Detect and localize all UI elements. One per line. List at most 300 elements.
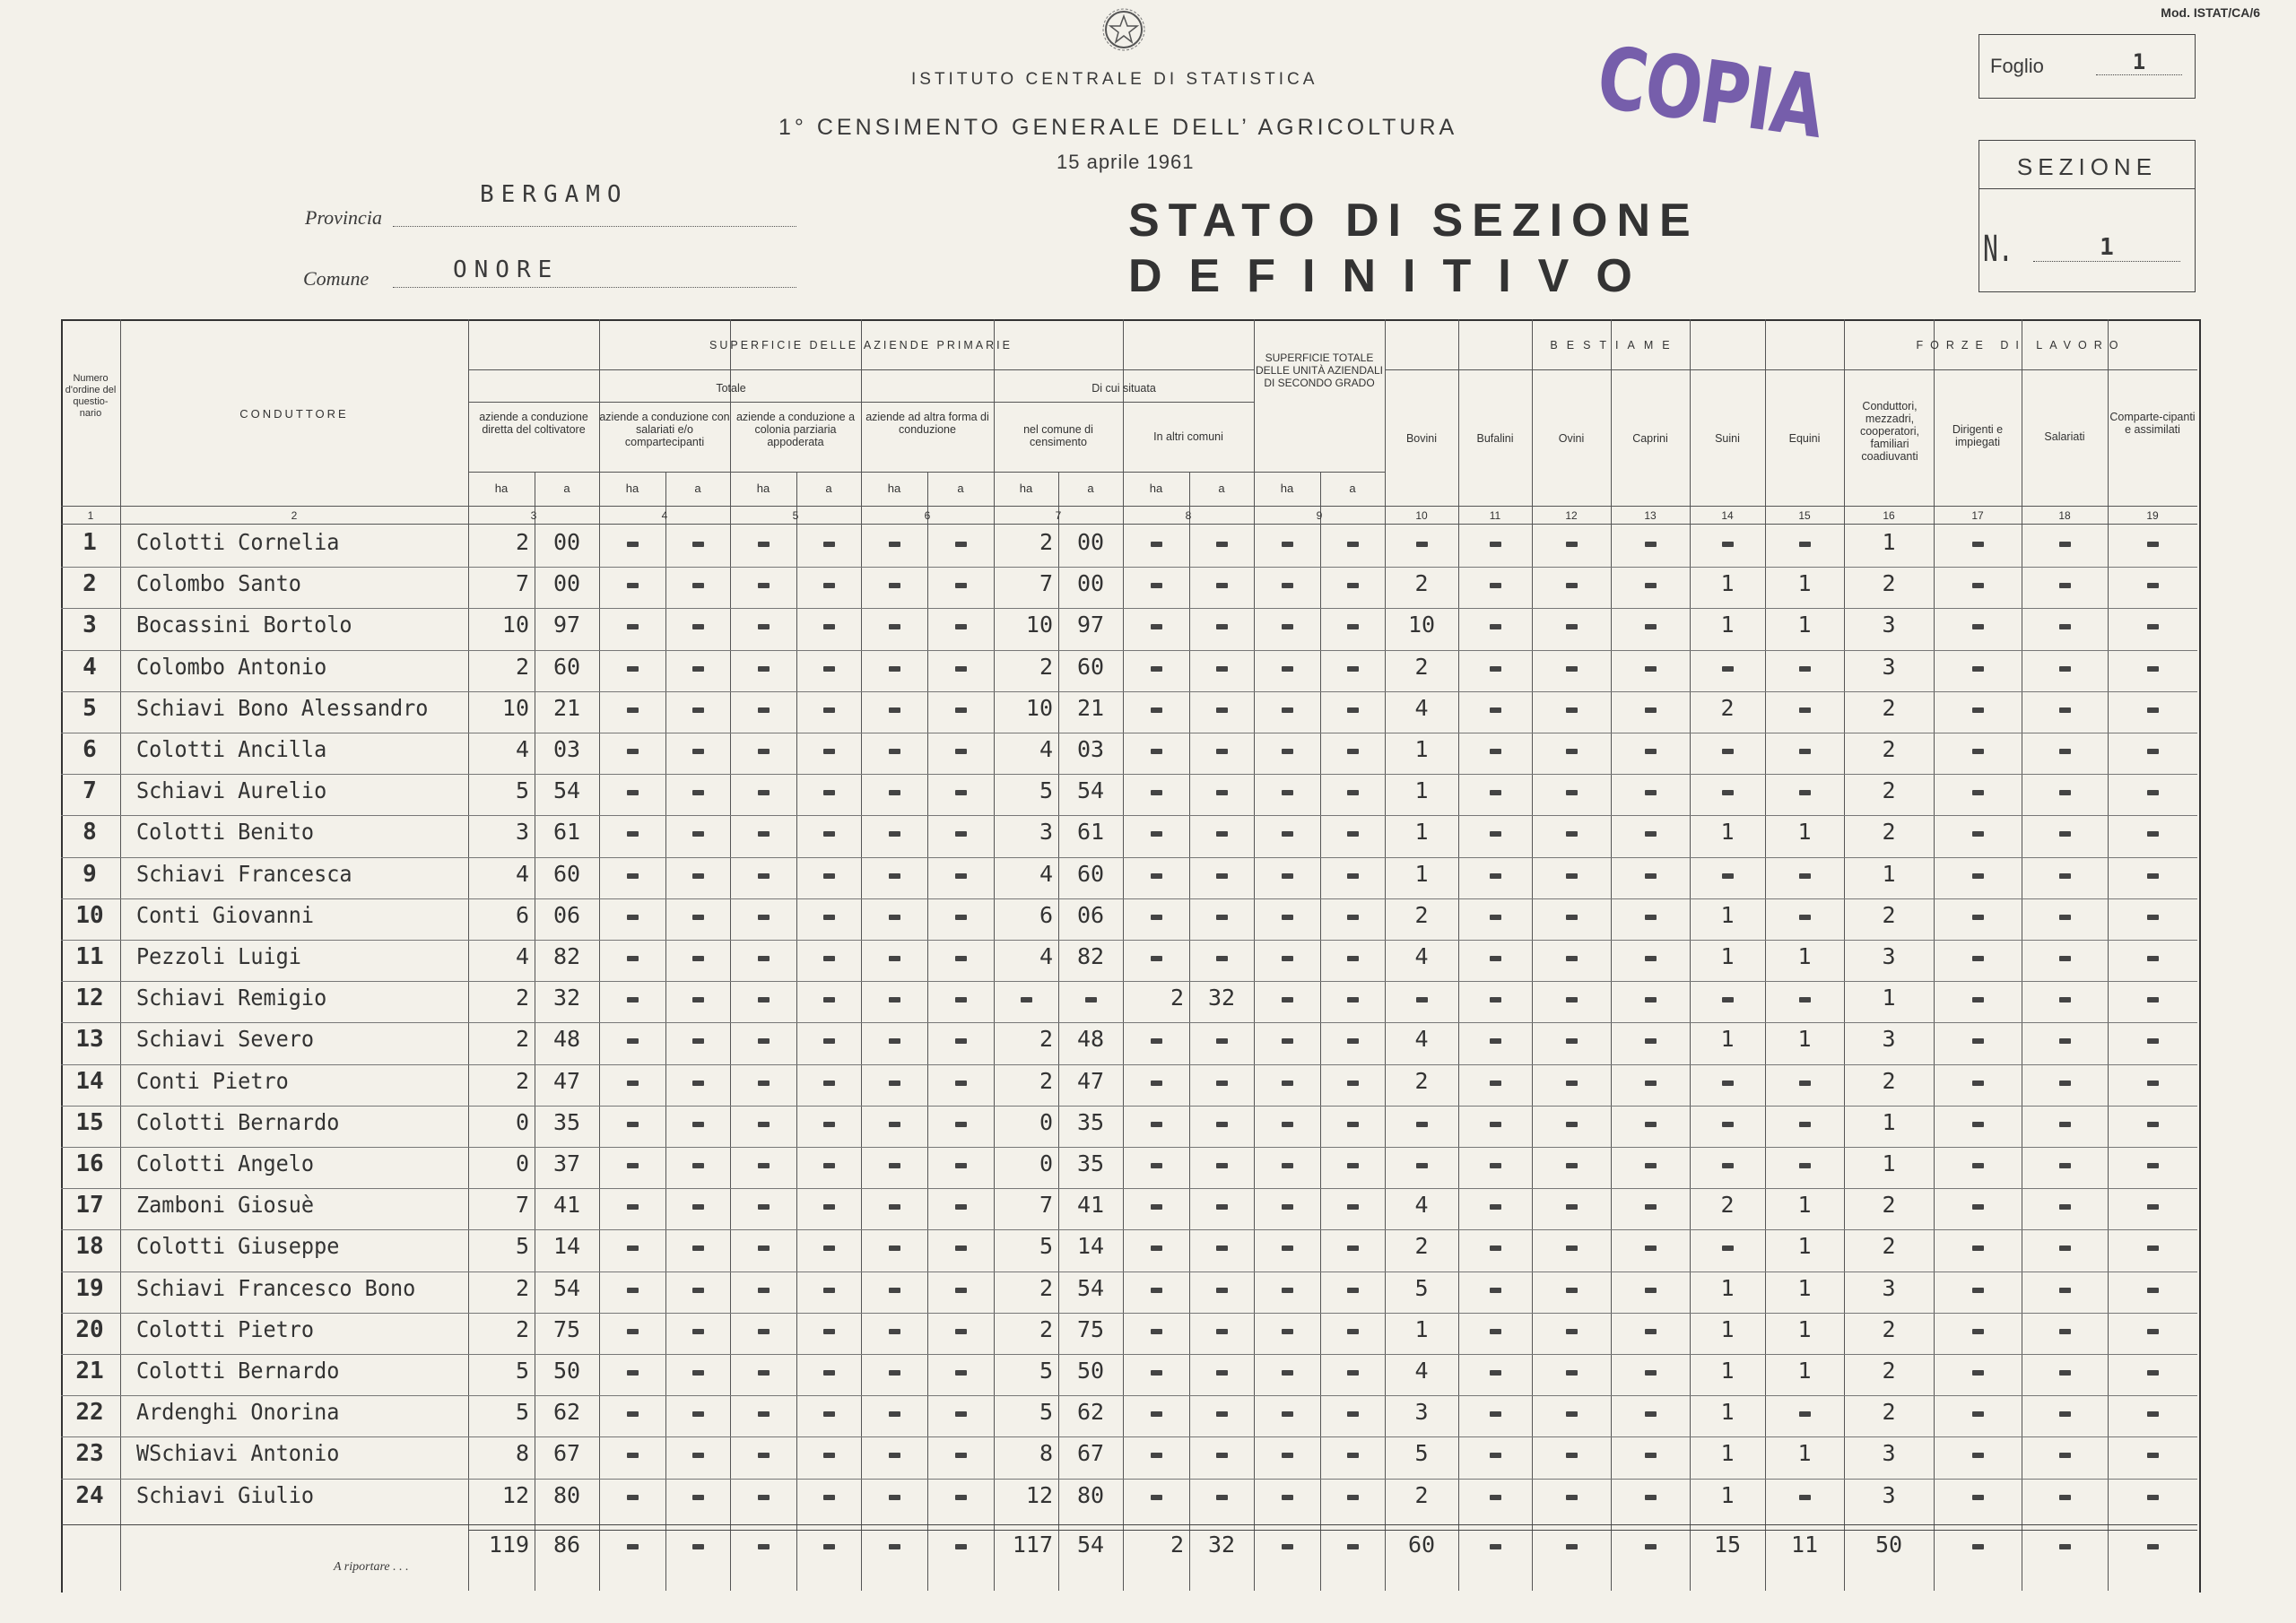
dash-mark [2059,1329,2071,1334]
header-forze-lavoro: FORZE DI LAVORO [1916,339,2126,352]
col3-ha: 10 [501,694,529,721]
dash-mark [1972,1453,1984,1458]
dash-mark [1282,1495,1293,1500]
dash-mark [823,1495,835,1500]
form-model-label: Mod. ISTAT/CA/6 [2161,5,2260,20]
row-number: 9 [83,860,97,888]
row-line [61,857,2197,858]
dash-mark [1151,624,1162,629]
header-bufalini: Bufalini [1476,432,1514,445]
dash-mark [889,1163,900,1168]
bovini-value: 1 [1414,860,1429,887]
dash-mark [1566,1495,1578,1500]
bovini-value: 4 [1414,1192,1429,1219]
dash-mark [692,1544,704,1549]
dash-mark [1566,1329,1578,1334]
col7-a: 06 [1076,901,1105,928]
dash-mark [889,1329,900,1334]
foglio-box [1979,34,2196,99]
conduttore-name: Colotti Cornelia [136,529,340,555]
dash-mark [627,1370,639,1376]
dash-mark [758,1038,770,1044]
dash-mark [1347,1370,1359,1376]
dash-mark [627,1204,639,1210]
dash-mark [627,666,639,672]
dash-mark [1347,956,1359,961]
dash-mark [1972,915,1984,920]
col3-ha: 2 [515,529,529,555]
dash-mark [955,624,967,629]
dash-mark [955,997,967,1002]
row-line [61,1147,2197,1148]
dash-mark [1216,1453,1228,1458]
totals-line [61,1524,2197,1525]
dash-mark [1216,1495,1228,1500]
subcolumn-line [1320,472,1321,1591]
dash-mark [692,1411,704,1417]
dash-mark [1216,624,1228,629]
total-col8-a: 32 [1207,1532,1236,1558]
col3-ha: 2 [515,985,529,1011]
dash-mark [1282,1038,1293,1044]
header-conduttore: CONDUTTORE [239,407,349,421]
dash-mark [1347,666,1359,672]
col7-ha: 2 [1039,1026,1053,1053]
dash-mark [1151,1245,1162,1251]
dash-mark [627,1453,639,1458]
dash-mark [2059,583,2071,588]
col3-ha: 2 [515,1067,529,1094]
row-line [61,774,2197,775]
dash-mark [1490,1329,1501,1334]
dash-mark [1645,666,1657,672]
dash-mark [955,1081,967,1086]
equini-value: 1 [1797,943,1812,969]
dash-mark [1566,707,1578,713]
row-number: 24 [75,1481,104,1509]
dash-mark [889,831,900,837]
col7-a: 35 [1076,1108,1105,1135]
dash-mark [1151,873,1162,879]
col3-a: 60 [552,653,581,680]
dash-mark [1216,1245,1228,1251]
row-number: 16 [75,1150,104,1177]
col8-a: 32 [1207,985,1236,1011]
dash-mark [1216,542,1228,547]
dash-mark [955,915,967,920]
dash-mark [1490,1245,1501,1251]
dash-mark [692,1245,704,1251]
dash-mark [1799,997,1811,1002]
column-number: 14 [1721,509,1734,522]
dash-mark [758,707,770,713]
equini-value: 1 [1797,1440,1812,1467]
conduttori-value: 3 [1882,1274,1896,1301]
dash-mark [627,583,639,588]
row-line [61,608,2197,609]
col8-ha: 2 [1170,985,1184,1011]
dash-mark [1216,1122,1228,1127]
dash-mark [627,997,639,1002]
dash-mark [1799,542,1811,547]
col7-ha: 0 [1039,1108,1053,1135]
dash-mark [1722,1163,1734,1168]
dash-mark [2059,707,2071,713]
suini-value: 1 [1720,1399,1735,1426]
col7-ha: 5 [1039,777,1053,804]
dash-mark [1490,542,1501,547]
dash-mark [2147,1122,2159,1127]
conduttori-value: 2 [1882,901,1896,928]
col3-ha: 5 [515,1358,529,1384]
row-line [61,1436,2197,1437]
dash-mark [2147,1163,2159,1168]
dash-mark [955,1329,967,1334]
col7-a: 67 [1076,1440,1105,1467]
dash-mark [627,790,639,795]
col3-ha: 0 [515,1108,529,1135]
row-line [61,650,2197,651]
dash-mark [1566,1204,1578,1210]
dash-mark [627,749,639,754]
conduttore-name: Schiavi Severo [136,1026,315,1053]
column-number: 19 [2146,509,2159,522]
dash-mark [823,1544,835,1549]
col3-a: 41 [552,1192,581,1219]
row-number: 3 [83,612,97,639]
conduttori-value: 2 [1882,777,1896,804]
sezione-box [1979,140,2196,292]
col7-a: 21 [1076,694,1105,721]
dash-mark [2147,790,2159,795]
dash-mark [692,1329,704,1334]
col3-a: 48 [552,1026,581,1053]
dash-mark [2059,1411,2071,1417]
col3-a: 00 [552,570,581,597]
conduttore-name: Schiavi Francesca [136,860,352,887]
dash-mark [1490,749,1501,754]
dash-mark [1645,542,1657,547]
row-number: 14 [75,1067,104,1095]
total-bovini: 60 [1407,1532,1436,1558]
dash-mark [1722,1122,1734,1127]
dash-mark [823,956,835,961]
col7-a: 50 [1076,1358,1105,1384]
header-line [61,506,2197,507]
conduttore-name: Colotti Benito [136,819,315,846]
dash-mark [692,790,704,795]
col3-a: 32 [552,985,581,1011]
dash-mark [889,666,900,672]
total-conduttori: 50 [1874,1532,1903,1558]
dash-mark [1216,1411,1228,1417]
dash-mark [1216,1370,1228,1376]
dash-mark [627,1544,639,1549]
col7-ha: 7 [1039,570,1053,597]
dash-mark [1490,873,1501,879]
sezione-number-label: N. [1983,229,2013,270]
dash-mark [2059,749,2071,754]
dash-mark [627,915,639,920]
dash-mark [2147,583,2159,588]
dash-mark [627,1163,639,1168]
ha-unit-label: ha [1019,482,1033,495]
dash-mark [823,1329,835,1334]
conduttore-name: Schiavi Giulio [136,1481,315,1508]
conduttore-name: Conti Giovanni [136,901,315,928]
dash-mark [889,583,900,588]
dash-mark [1645,997,1657,1002]
header-col9: SUPERFICIE TOTALE DELLE UNITÀ AZIENDALI DI SECONDO GRADO [1255,352,1384,389]
equini-value: 1 [1797,1358,1812,1384]
conduttore-name: Colotti Pietro [136,1315,315,1342]
dash-mark [1216,666,1228,672]
dash-mark [1799,749,1811,754]
dash-mark [758,624,770,629]
row-line [61,1022,2197,1023]
col7-a: 00 [1076,570,1105,597]
header-totale: Totale [716,382,746,395]
dash-mark [1282,1081,1293,1086]
dash-mark [823,583,835,588]
dash-mark [1645,1411,1657,1417]
dash-mark [1347,831,1359,837]
dash-mark [1151,1495,1162,1500]
bovini-value: 2 [1414,1481,1429,1508]
row-line [61,1271,2197,1272]
header-caprini: Caprini [1632,432,1668,445]
dash-mark [1282,1245,1293,1251]
foglio-label: Foglio [1990,55,2044,77]
dash-mark [1151,831,1162,837]
col7-a: 60 [1076,860,1105,887]
dash-mark [692,831,704,837]
dash-mark [1490,583,1501,588]
dash-mark [1151,666,1162,672]
header-col16: Conduttori, mezzadri, cooperatori, familiari coadiuvanti [1859,400,1919,463]
column-number: 3 [530,509,537,522]
suini-value: 2 [1720,1192,1735,1219]
bovini-value: 1 [1414,777,1429,804]
dash-mark [1151,1329,1162,1334]
dash-mark [1282,1122,1293,1127]
dash-mark [1566,915,1578,920]
col7-ha: 0 [1039,1150,1053,1176]
dash-mark [627,1245,639,1251]
dash-mark [1282,1370,1293,1376]
dash-mark [889,790,900,795]
dash-mark [1216,790,1228,795]
dash-mark [2059,624,2071,629]
dash-mark [823,542,835,547]
dash-mark [823,1245,835,1251]
col7-ha: 4 [1039,860,1053,887]
header-col18: Salariati [2044,430,2085,443]
col7-a: 47 [1076,1067,1105,1094]
republic-emblem-icon [1101,7,1146,52]
dash-mark [1416,1163,1428,1168]
dash-mark [1151,1081,1162,1086]
col7-ha: 10 [1025,612,1053,638]
provincia-value: BERGAMO [480,181,629,208]
col3-ha: 12 [501,1481,529,1508]
census-title: 1° CENSIMENTO GENERALE DELL’ AGRICOLTURA [778,115,1458,140]
conduttori-value: 2 [1882,736,1896,762]
dash-mark [758,790,770,795]
dash-mark [1282,583,1293,588]
dash-mark [1347,1329,1359,1334]
conduttore-name: Pezzoli Luigi [136,943,301,969]
header-col7: nel comune di censimento [1023,423,1093,448]
dash-mark [2147,956,2159,961]
dash-mark [692,1288,704,1293]
dash-mark [1216,707,1228,713]
row-number: 8 [83,819,97,846]
dash-mark [889,542,900,547]
header-numero-ordine: Numero d'ordine del questio-nario [65,373,117,419]
col3-a: 06 [552,901,581,928]
dash-mark [1216,1163,1228,1168]
equini-value: 1 [1797,1026,1812,1053]
row-number: 17 [75,1192,104,1219]
dash-mark [889,1495,900,1500]
column-number: 15 [1798,509,1811,522]
col3-ha: 2 [515,653,529,680]
equini-value: 1 [1797,1192,1812,1219]
dash-mark [1645,1288,1657,1293]
dash-mark [758,1163,770,1168]
conduttori-value: 2 [1882,1358,1896,1384]
dash-mark [955,749,967,754]
dash-mark [758,542,770,547]
dash-mark [823,915,835,920]
header-di-cui-situata: Di cui situata [1091,382,1156,395]
dash-mark [1566,956,1578,961]
dash-mark [1645,583,1657,588]
column-number: 17 [1971,509,1984,522]
col7-ha: 4 [1039,736,1053,762]
dash-mark [1972,1122,1984,1127]
dash-mark [1151,956,1162,961]
header-col17: Dirigenti e impiegati [1952,423,2004,448]
dash-mark [2147,707,2159,713]
row-number: 23 [75,1440,104,1468]
dash-mark [1645,1081,1657,1086]
bovini-value: 4 [1414,943,1429,969]
column-number: 7 [1055,509,1062,522]
row-line [61,1479,2197,1480]
bovini-value: 3 [1414,1399,1429,1426]
dash-mark [627,1081,639,1086]
dash-mark [1021,997,1032,1002]
dash-mark [2147,749,2159,754]
conduttore-name: Schiavi Remigio [136,985,327,1011]
col3-a: 97 [552,612,581,638]
dash-mark [1799,666,1811,672]
dash-mark [1566,1370,1578,1376]
dash-mark [1972,1495,1984,1500]
bovini-value: 2 [1414,901,1429,928]
dash-mark [1566,583,1578,588]
dash-mark [2147,873,2159,879]
dash-mark [1347,1081,1359,1086]
dash-mark [1566,666,1578,672]
comune-value: ONORE [453,256,560,283]
col3-a: 62 [552,1399,581,1426]
dash-mark [692,542,704,547]
dash-mark [692,956,704,961]
dash-mark [758,1544,770,1549]
column-number: 8 [1185,509,1192,522]
a-unit-label: a [1349,482,1356,495]
dash-mark [1216,1288,1228,1293]
dash-mark [823,1204,835,1210]
col7-ha: 3 [1039,819,1053,846]
bovini-value: 5 [1414,1440,1429,1467]
dash-mark [1645,1495,1657,1500]
dash-mark [1722,997,1734,1002]
comune-label: Comune [303,267,370,290]
dash-mark [1972,997,1984,1002]
dash-mark [955,873,967,879]
dash-mark [1282,1288,1293,1293]
equini-value: 1 [1797,612,1812,638]
dash-mark [1566,831,1578,837]
bovini-value: 2 [1414,1067,1429,1094]
dash-mark [2147,1453,2159,1458]
a-unit-label: a [694,482,701,495]
dash-mark [823,707,835,713]
dash-mark [955,707,967,713]
header-superficie-aziende: SUPERFICIE DELLE AZIENDE PRIMARIE [709,339,1013,352]
sezione-number-value: 1 [2033,234,2180,262]
conduttori-value: 2 [1882,570,1896,597]
a-unit-label: a [957,482,964,495]
col7-a: 80 [1076,1481,1105,1508]
dash-mark [1722,790,1734,795]
dash-mark [1566,624,1578,629]
column-number: 9 [1316,509,1323,522]
header-suini: Suini [1715,432,1740,445]
suini-value: 1 [1720,1440,1735,1467]
conduttori-value: 1 [1882,1108,1896,1135]
dash-mark [1799,1163,1811,1168]
header-ovini: Ovini [1558,432,1585,445]
row-number: 21 [75,1358,104,1384]
dash-mark [955,1163,967,1168]
dash-mark [2147,1544,2159,1549]
col7-a: 54 [1076,1274,1105,1301]
dash-mark [1799,915,1811,920]
col3-a: 14 [552,1233,581,1260]
col7-a: 48 [1076,1026,1105,1053]
dash-mark [1722,542,1734,547]
dash-mark [1490,790,1501,795]
col7-ha: 2 [1039,1274,1053,1301]
dash-mark [955,1245,967,1251]
dash-mark [1416,542,1428,547]
suini-value: 1 [1720,819,1735,846]
dash-mark [1216,749,1228,754]
dash-mark [1645,831,1657,837]
conduttore-name: Schiavi Francesco Bono [136,1274,416,1301]
subcolumn-line [927,472,928,1591]
dash-mark [1490,1411,1501,1417]
row-line [61,1188,2197,1189]
dash-mark [889,1370,900,1376]
dash-mark [1645,1329,1657,1334]
dash-mark [1566,1163,1578,1168]
